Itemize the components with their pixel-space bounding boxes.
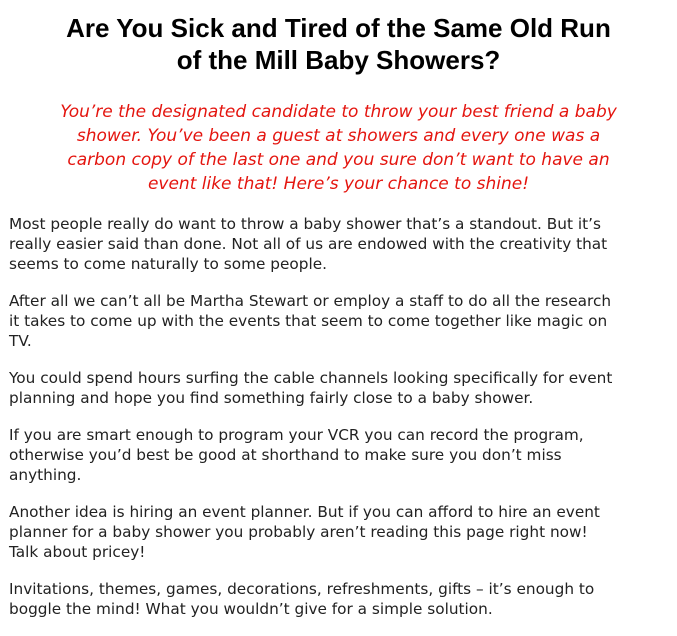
body-paragraph [9,579,675,619]
body-paragraph [9,502,675,562]
body-paragraph [9,291,675,351]
paragraph-line: Talk about pricey! [9,543,146,561]
intro-callout [0,100,677,196]
paragraph-line: Another idea is hiring an event planner. But if you can afford to hire an event [9,503,600,521]
paragraph-line: Most people really do want to throw a baby shower that’s a standout. But it’s [9,215,601,233]
paragraph-line: anything. [9,466,82,484]
body-paragraph [9,214,675,274]
paragraph-line: it takes to come up with the events that seem to come together like magic on [9,312,608,330]
intro-line: You’re the designated candidate to throw your best friend a baby [60,102,617,122]
intro-line: carbon copy of the last one and you sure don’t want to have an [67,150,610,170]
intro-line: event like that! Here’s your chance to shine! [147,174,530,194]
paragraph-line: Invitations, themes, games, decorations, refreshments, gifts – it’s enough to [9,580,595,598]
body-paragraph [9,368,675,408]
page-headline [0,12,677,76]
body-paragraph [9,425,675,485]
paragraph-line: seems to come naturally to some people. [9,255,327,273]
paragraph-line: After all we can’t all be Martha Stewart or employ a staff to do all the research [9,292,612,310]
headline-line: of the Mill Baby Showers? [176,45,501,75]
article-body [9,214,675,636]
intro-line: shower. You’ve been a guest at showers and every one was a [76,126,601,146]
headline-line: Are You Sick and Tired of the Same Old Run [66,13,611,43]
paragraph-line: TV. [9,332,32,350]
paragraph-line: otherwise you’d best be good at shorthand to make sure you don’t miss [9,446,562,464]
paragraph-line: You could spend hours surfing the cable channels looking specifically for event [9,369,613,387]
paragraph-line: If you are smart enough to program your VCR you can record the program, [9,426,584,444]
paragraph-line: planner for a baby shower you probably aren’t reading this page right now! [9,523,588,541]
paragraph-line: boggle the mind! What you wouldn’t give for a simple solution. [9,600,493,618]
paragraph-line: planning and hope you find something fairly close to a baby shower. [9,389,534,407]
paragraph-line: really easier said than done. Not all of us are endowed with the creativity that [9,235,608,253]
